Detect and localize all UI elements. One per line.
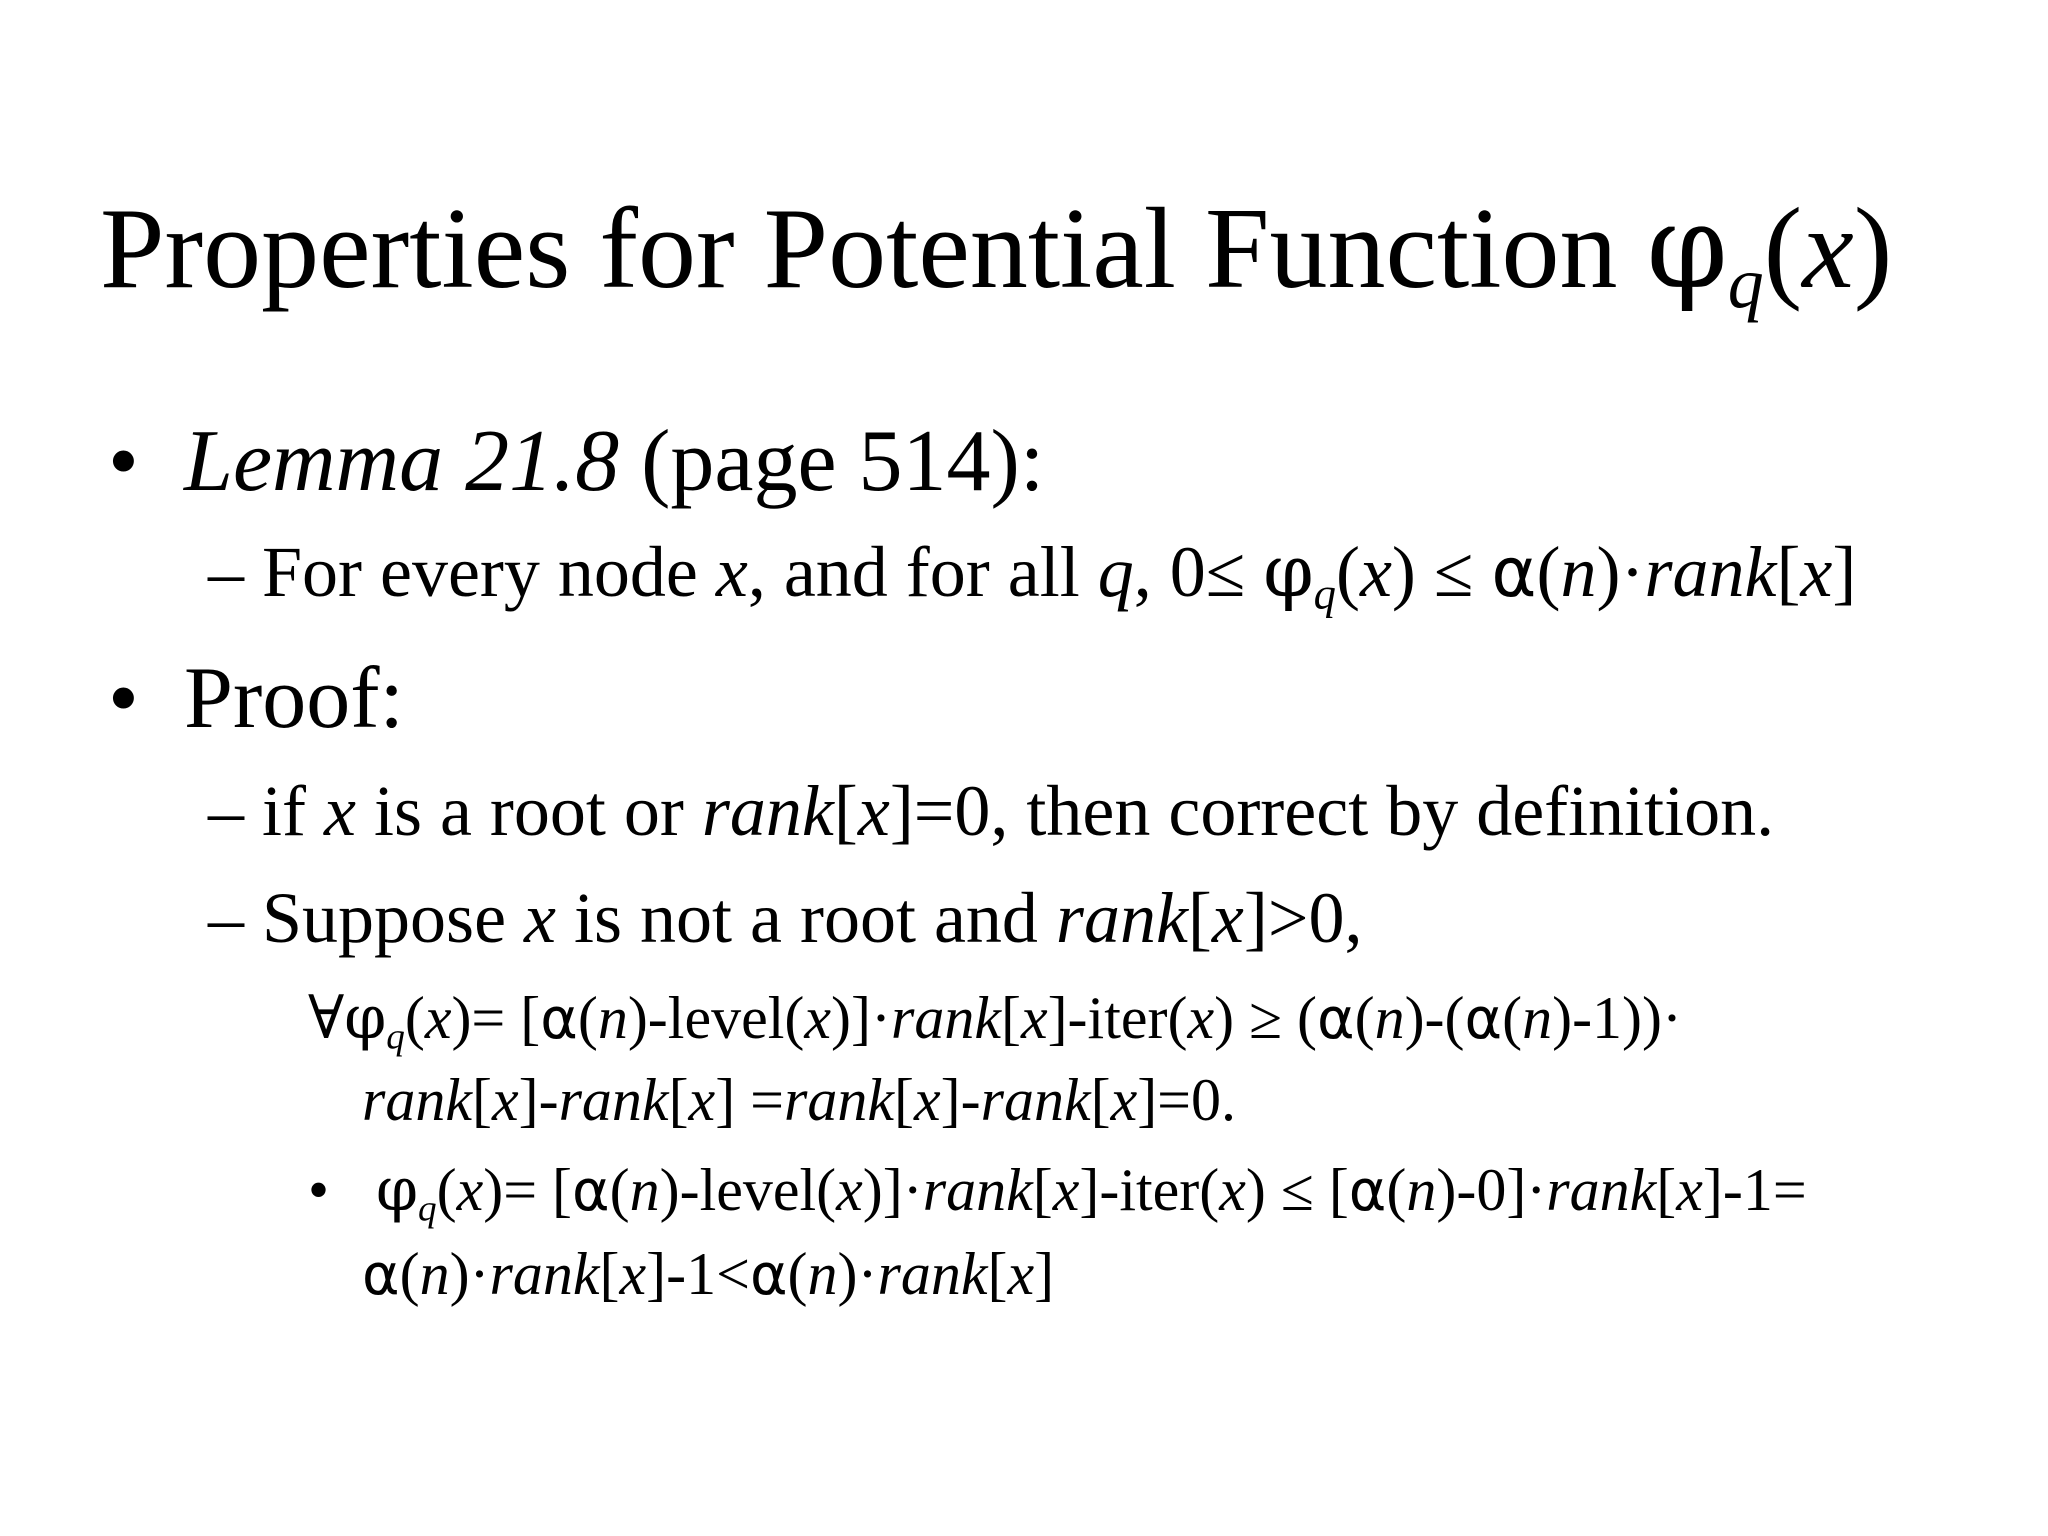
lemma-var: x bbox=[1359, 532, 1392, 612]
formula-alpha: α bbox=[362, 1242, 400, 1308]
formula-var: x bbox=[1676, 1157, 1703, 1223]
proof-text: Suppose bbox=[244, 878, 525, 958]
formula-text: [ bbox=[1032, 1157, 1053, 1223]
formula-rank: rank bbox=[362, 1067, 472, 1133]
formula-alpha: α bbox=[1348, 1158, 1387, 1224]
formula-text: ( bbox=[1502, 985, 1523, 1051]
lemma-phi: φ bbox=[1263, 529, 1314, 613]
formula-text: [ bbox=[471, 1067, 492, 1133]
proof-var: x bbox=[1211, 878, 1244, 958]
formula-rank: rank bbox=[558, 1067, 669, 1133]
formula-text: ( bbox=[1386, 1157, 1407, 1223]
lemma-name: Lemma 21.8 bbox=[184, 413, 620, 510]
formula-text: )-level( bbox=[627, 985, 805, 1051]
formula-bullet: • bbox=[308, 1157, 330, 1223]
formula-lower-bound-line1 bbox=[308, 983, 1682, 1058]
title-close-paren: ) bbox=[1853, 185, 1893, 313]
lemma-alpha: α bbox=[1491, 534, 1537, 613]
formula-var: x bbox=[1219, 1157, 1246, 1223]
lemma-text: [ bbox=[1776, 532, 1801, 612]
lemma-text: ( bbox=[1536, 532, 1561, 612]
formula-text: )-level( bbox=[659, 1157, 837, 1223]
lemma-var: q bbox=[1097, 532, 1134, 612]
lemma-text: , 0≤ bbox=[1133, 532, 1264, 612]
proof-dash: – bbox=[208, 771, 244, 851]
formula-var: x bbox=[619, 1241, 647, 1307]
formula-phi: φ bbox=[344, 983, 387, 1053]
lemma-text: ] bbox=[1832, 532, 1857, 612]
formula-var: n bbox=[419, 1241, 450, 1307]
formula-alpha: α bbox=[1464, 986, 1503, 1052]
proof-rank: rank bbox=[701, 771, 834, 851]
formula-text: )-1))· bbox=[1552, 985, 1682, 1051]
formula-text: ( bbox=[787, 1241, 808, 1307]
formula-var: n bbox=[1522, 985, 1553, 1051]
lemma-var: n bbox=[1560, 532, 1597, 612]
formula-rank: rank bbox=[1546, 1157, 1657, 1223]
formula-text: [ bbox=[1000, 985, 1021, 1051]
lemma-rank: rank bbox=[1644, 532, 1777, 612]
formula-var: x bbox=[1007, 1241, 1035, 1307]
lemma-text: ) ≤ bbox=[1391, 532, 1492, 612]
formula-var: x bbox=[836, 1157, 863, 1223]
formula-text: ]- bbox=[940, 1067, 981, 1133]
formula-text: )-( bbox=[1404, 985, 1465, 1051]
lemma-text: )· bbox=[1596, 532, 1645, 612]
formula-text: )· bbox=[449, 1241, 490, 1307]
formula-text: ( bbox=[1354, 985, 1375, 1051]
formula-lower-bound-line2 bbox=[362, 1067, 1237, 1133]
title-open-paren: ( bbox=[1763, 185, 1803, 313]
formula-var: n bbox=[1374, 985, 1405, 1051]
lemma-bullet: • bbox=[108, 413, 139, 510]
proof-var: x bbox=[323, 771, 356, 851]
formula-text: ]=0. bbox=[1137, 1067, 1237, 1133]
formula-text: )= [ bbox=[483, 1157, 573, 1223]
formula-text: ( bbox=[436, 1157, 457, 1223]
proof-var: x bbox=[857, 771, 890, 851]
formula-alpha: α bbox=[540, 986, 578, 1052]
title-text: Properties for Potential Function bbox=[100, 185, 1647, 313]
formula-rank: rank bbox=[877, 1241, 988, 1307]
formula-text: )]· bbox=[862, 1157, 923, 1223]
formula-text: ( bbox=[577, 985, 598, 1051]
proof-text: [ bbox=[1187, 878, 1212, 958]
proof-rank: rank bbox=[1055, 878, 1188, 958]
forall-symbol: ∀ bbox=[308, 983, 345, 1053]
lemma-statement bbox=[208, 529, 1857, 619]
formula-rank: rank bbox=[890, 985, 1001, 1051]
proof-bullet: • bbox=[108, 650, 139, 747]
formula-text: [ bbox=[1090, 1067, 1111, 1133]
proof-text: is not a root and bbox=[556, 878, 1056, 958]
formula-text: ] bbox=[1034, 1241, 1055, 1307]
proof-text: is a root or bbox=[355, 771, 702, 851]
formula-rank: rank bbox=[980, 1067, 1091, 1133]
formula-var: x bbox=[1052, 1157, 1080, 1223]
lemma-var: x bbox=[715, 532, 748, 612]
proof-item-nonroot-case bbox=[208, 878, 1363, 958]
formula-var: x bbox=[804, 985, 832, 1051]
formula-alpha: α bbox=[749, 1242, 788, 1308]
lemma-text: ( bbox=[1335, 532, 1360, 612]
formula-var: x bbox=[1020, 985, 1048, 1051]
lemma-text: For every node bbox=[244, 532, 716, 612]
formula-text: ] = bbox=[715, 1067, 785, 1133]
formula-text: )-0]· bbox=[1436, 1157, 1547, 1223]
formula-text: [ bbox=[894, 1067, 914, 1133]
proof-var: x bbox=[524, 878, 556, 958]
slide-title bbox=[100, 180, 1893, 324]
title-phi: φ bbox=[1646, 180, 1728, 315]
formula-var: n bbox=[807, 1241, 838, 1307]
formula-text: ]-iter( bbox=[1079, 1157, 1220, 1223]
formula-var: x bbox=[491, 1067, 519, 1133]
formula-text: ( bbox=[399, 1241, 420, 1307]
formula-var: n bbox=[629, 1157, 660, 1223]
formula-text: [ bbox=[668, 1067, 689, 1133]
formula-alpha: α bbox=[1317, 986, 1355, 1052]
proof-text: ]>0, bbox=[1243, 878, 1363, 958]
lemma-text: , and for all bbox=[747, 532, 1098, 612]
formula-text: ) ≤ [ bbox=[1245, 1157, 1349, 1223]
formula-upper-bound-line1 bbox=[308, 1155, 1807, 1230]
title-variable: x bbox=[1802, 185, 1854, 313]
formula-upper-bound-line2 bbox=[362, 1241, 1055, 1308]
proof-item-root-case bbox=[208, 771, 1775, 851]
formula-phi-subscript: q bbox=[386, 1016, 405, 1058]
formula-var: x bbox=[1187, 985, 1215, 1051]
formula-text: )= [ bbox=[451, 985, 541, 1051]
formula-text: ]-1= bbox=[1702, 1157, 1807, 1223]
formula-var: x bbox=[456, 1157, 484, 1223]
formula-text: )]· bbox=[831, 985, 891, 1051]
formula-text: ( bbox=[404, 985, 425, 1051]
formula-text: ( bbox=[609, 1157, 630, 1223]
formula-text: [ bbox=[599, 1241, 620, 1307]
lemma-phi-subscript: q bbox=[1313, 568, 1336, 619]
formula-var: n bbox=[597, 985, 628, 1051]
proof-bullet-line bbox=[108, 650, 404, 747]
proof-text: if bbox=[244, 771, 324, 851]
formula-rank: rank bbox=[922, 1157, 1033, 1223]
proof-text: [ bbox=[833, 771, 858, 851]
lemma-var: x bbox=[1800, 532, 1833, 612]
formula-text: ) ≥ ( bbox=[1214, 985, 1318, 1051]
formula-text: [ bbox=[1656, 1157, 1677, 1223]
formula-text: ]-iter( bbox=[1047, 985, 1188, 1051]
formula-var: x bbox=[688, 1067, 716, 1133]
title-phi-subscript: q bbox=[1727, 243, 1764, 324]
formula-text: [ bbox=[987, 1241, 1008, 1307]
formula-text: ]- bbox=[518, 1067, 559, 1133]
formula-var: x bbox=[424, 985, 452, 1051]
proof-label: Proof: bbox=[184, 650, 404, 747]
formula-alpha: α bbox=[572, 1158, 610, 1224]
formula-text: ]-1< bbox=[646, 1241, 750, 1307]
formula-rank: rank bbox=[784, 1067, 894, 1133]
formula-text: )· bbox=[837, 1241, 878, 1307]
lemma-page-ref: (page 514): bbox=[619, 413, 1045, 510]
lemma-dash: – bbox=[208, 532, 244, 612]
formula-var: x bbox=[1110, 1067, 1138, 1133]
lemma-bullet-line bbox=[108, 413, 1045, 510]
formula-var: n bbox=[1406, 1157, 1437, 1223]
formula-rank: rank bbox=[489, 1241, 600, 1307]
proof-dash: – bbox=[208, 878, 244, 958]
formula-phi-subscript: q bbox=[418, 1188, 437, 1230]
formula-phi: φ bbox=[376, 1155, 419, 1225]
formula-var: x bbox=[913, 1067, 941, 1133]
proof-text: ]=0, then correct by definition. bbox=[889, 771, 1775, 851]
